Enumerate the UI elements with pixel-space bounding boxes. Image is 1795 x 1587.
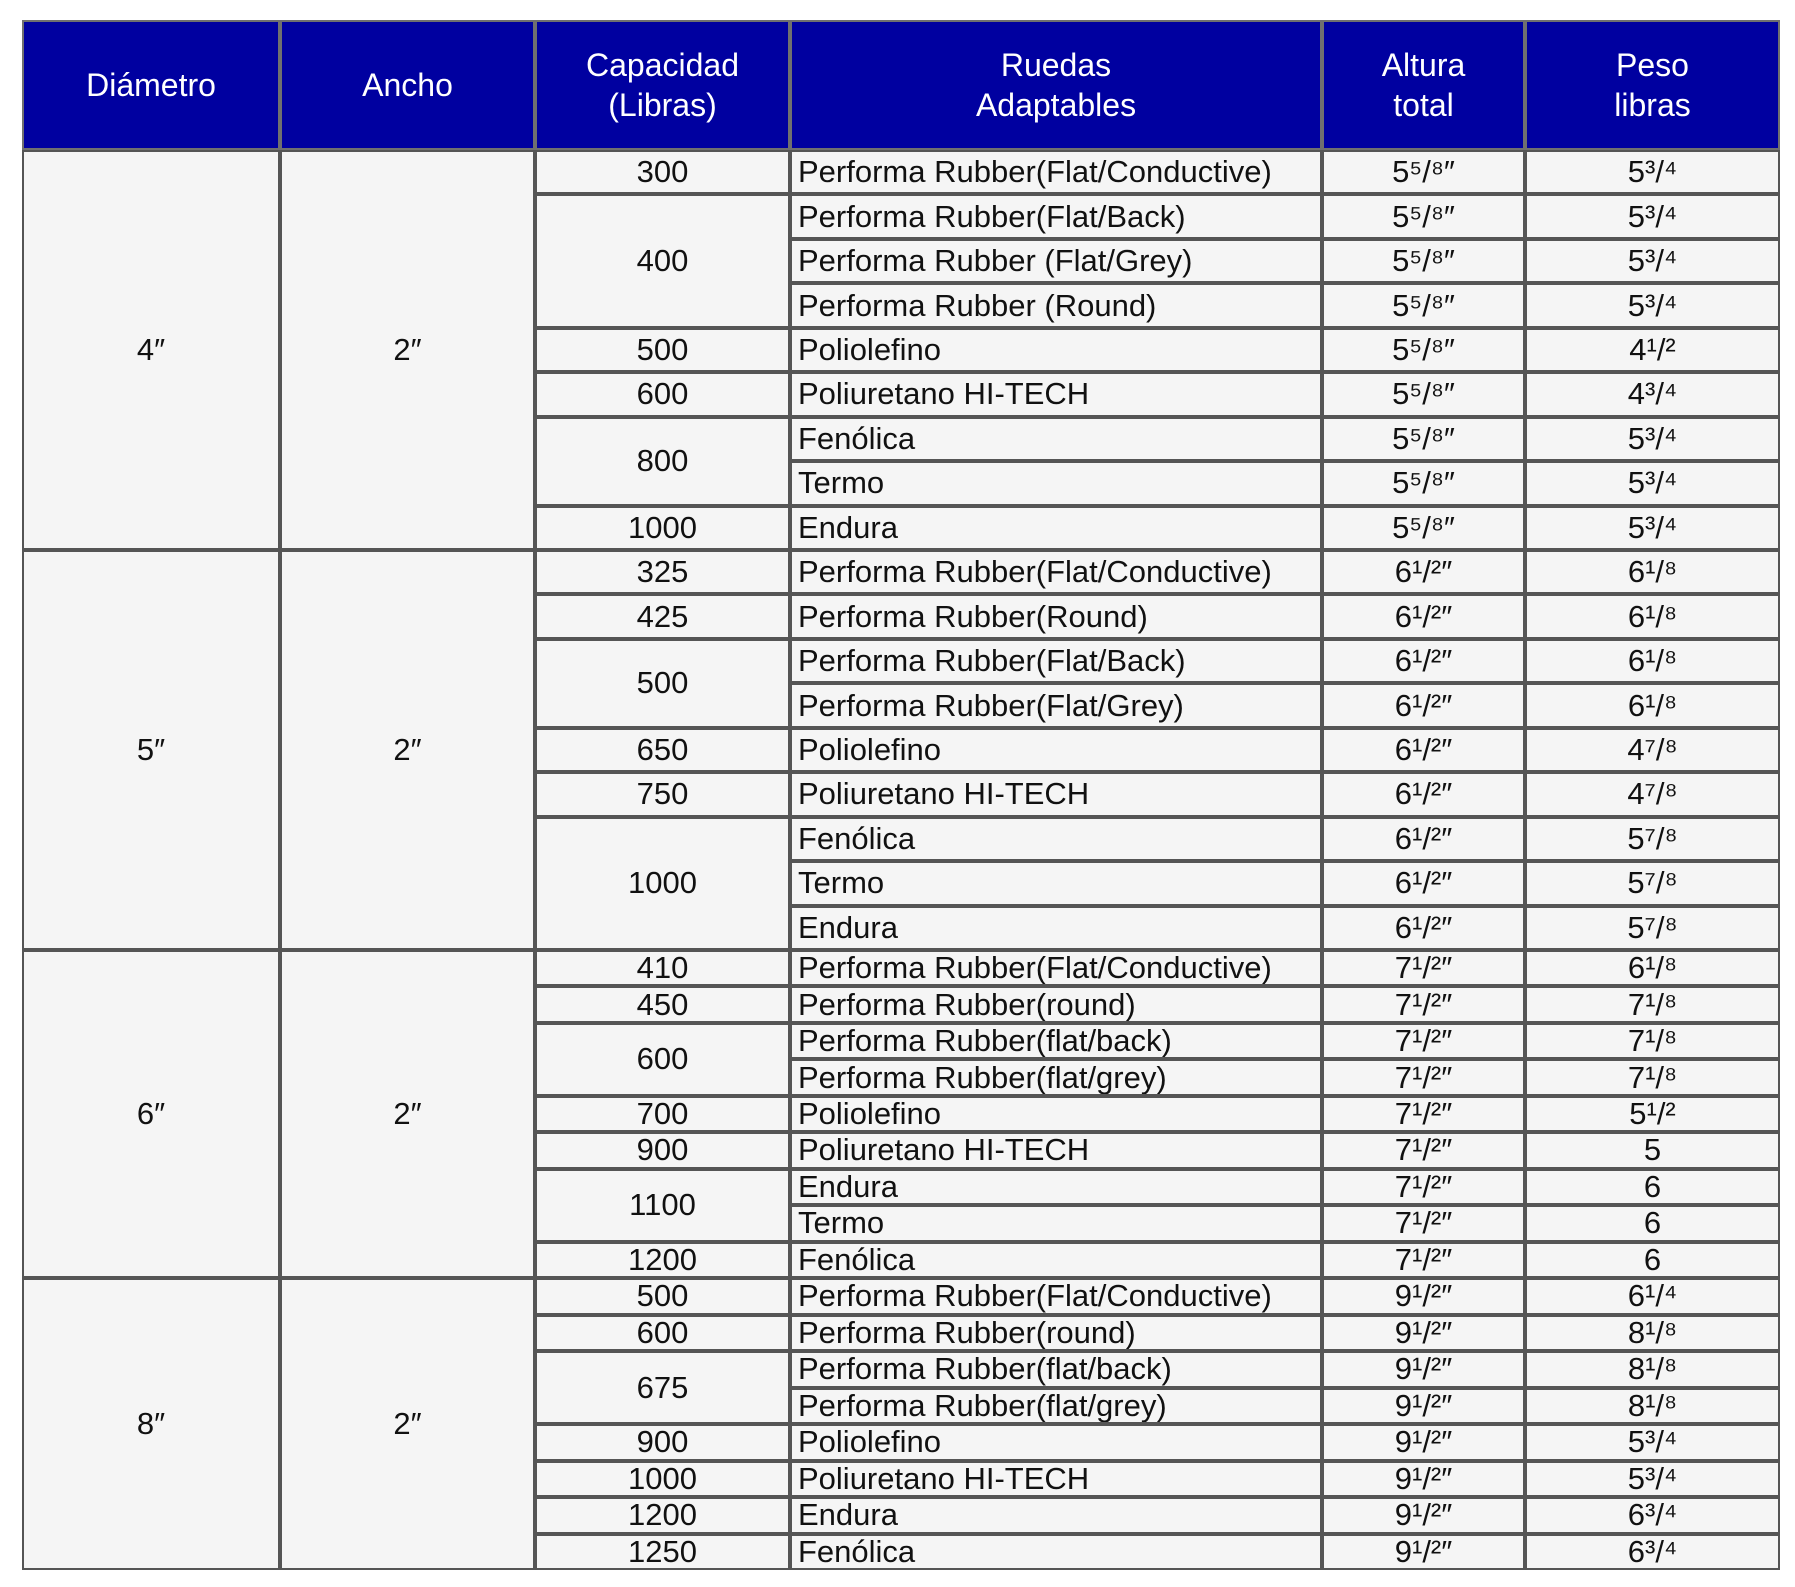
- peso-cell: 8¹/⁸: [1525, 1315, 1780, 1352]
- altura-cell: 7¹/²″: [1322, 986, 1525, 1022]
- peso-cell: 8¹/⁸: [1525, 1351, 1780, 1388]
- peso-cell: 6: [1525, 1205, 1780, 1241]
- peso-cell: 5³/⁴: [1525, 1424, 1780, 1461]
- rueda-cell: Poliolefino: [790, 328, 1322, 372]
- rueda-cell: Poliuretano HI-TECH: [790, 372, 1322, 416]
- altura-cell: 7¹/²″: [1322, 1096, 1525, 1132]
- rueda-cell: Termo: [790, 861, 1322, 905]
- altura-cell: 6¹/²″: [1322, 728, 1525, 772]
- rueda-cell: Performa Rubber(Flat/Back): [790, 194, 1322, 238]
- altura-cell: 9¹/²″: [1322, 1497, 1525, 1534]
- capacidad-cell: 650: [535, 728, 790, 772]
- rueda-cell: Performa Rubber(Flat/Conductive): [790, 150, 1322, 194]
- altura-cell: 6¹/²″: [1322, 861, 1525, 905]
- rueda-cell: Poliuretano HI-TECH: [790, 1461, 1322, 1498]
- capacidad-cell: 450: [535, 986, 790, 1022]
- rueda-cell: Poliuretano HI-TECH: [790, 772, 1322, 816]
- altura-cell: 5⁵/⁸″: [1322, 461, 1525, 505]
- peso-cell: 6¹/⁸: [1525, 594, 1780, 638]
- peso-cell: 5³/⁴: [1525, 461, 1780, 505]
- capacidad-cell: 900: [535, 1424, 790, 1461]
- capacidad-cell: 1000: [535, 506, 790, 550]
- rueda-cell: Fenólica: [790, 417, 1322, 461]
- altura-cell: 6¹/²″: [1322, 817, 1525, 861]
- rueda-cell: Poliolefino: [790, 1424, 1322, 1461]
- capacidad-cell: 1200: [535, 1242, 790, 1278]
- peso-cell: 6³/⁴: [1525, 1534, 1780, 1571]
- peso-cell: 6¹/⁸: [1525, 683, 1780, 727]
- ancho-cell: 2″: [280, 950, 535, 1278]
- peso-cell: 5⁷/⁸: [1525, 906, 1780, 950]
- altura-cell: 7¹/²″: [1322, 950, 1525, 986]
- rueda-cell: Fenólica: [790, 1534, 1322, 1571]
- rueda-cell: Performa Rubber(Flat/Grey): [790, 683, 1322, 727]
- altura-cell: 6¹/²″: [1322, 639, 1525, 683]
- rueda-cell: Fenólica: [790, 817, 1322, 861]
- peso-cell: 7¹/⁸: [1525, 986, 1780, 1022]
- peso-cell: 6: [1525, 1242, 1780, 1278]
- rueda-cell: Performa Rubber(Flat/Conductive): [790, 950, 1322, 986]
- peso-cell: 4¹/²: [1525, 328, 1780, 372]
- capacidad-cell: 500: [535, 639, 790, 728]
- header-ruedas: Ruedas Adaptables: [790, 20, 1322, 150]
- rueda-cell: Performa Rubber(flat/grey): [790, 1059, 1322, 1095]
- capacidad-cell: 800: [535, 417, 790, 506]
- peso-cell: 5³/⁴: [1525, 194, 1780, 238]
- capacidad-cell: 1000: [535, 817, 790, 950]
- altura-cell: 6¹/²″: [1322, 594, 1525, 638]
- peso-cell: 4⁷/⁸: [1525, 728, 1780, 772]
- altura-cell: 7¹/²″: [1322, 1205, 1525, 1241]
- rueda-cell: Poliolefino: [790, 728, 1322, 772]
- header-ancho: Ancho: [280, 20, 535, 150]
- diametro-cell: 4″: [22, 150, 280, 550]
- capacidad-cell: 700: [535, 1096, 790, 1132]
- altura-cell: 5⁵/⁸″: [1322, 506, 1525, 550]
- altura-cell: 9¹/²″: [1322, 1388, 1525, 1425]
- altura-cell: 5⁵/⁸″: [1322, 283, 1525, 327]
- peso-cell: 5³/⁴: [1525, 150, 1780, 194]
- capacidad-cell: 750: [535, 772, 790, 816]
- altura-cell: 7¹/²″: [1322, 1023, 1525, 1059]
- altura-cell: 5⁵/⁸″: [1322, 239, 1525, 283]
- capacidad-cell: 500: [535, 1278, 790, 1315]
- ancho-cell: 2″: [280, 550, 535, 950]
- altura-cell: 9¹/²″: [1322, 1461, 1525, 1498]
- capacidad-cell: 600: [535, 1315, 790, 1352]
- altura-cell: 5⁵/⁸″: [1322, 372, 1525, 416]
- rueda-cell: Termo: [790, 1205, 1322, 1241]
- altura-cell: 5⁵/⁸″: [1322, 194, 1525, 238]
- header-capacidad: Capacidad (Libras): [535, 20, 790, 150]
- ancho-cell: 2″: [280, 150, 535, 550]
- rueda-cell: Endura: [790, 1497, 1322, 1534]
- capacidad-cell: 325: [535, 550, 790, 594]
- peso-cell: 7¹/⁸: [1525, 1023, 1780, 1059]
- capacidad-cell: 300: [535, 150, 790, 194]
- altura-cell: 7¹/²″: [1322, 1132, 1525, 1168]
- rueda-cell: Endura: [790, 1169, 1322, 1205]
- altura-cell: 9¹/²″: [1322, 1351, 1525, 1388]
- rueda-cell: Performa Rubber (Round): [790, 283, 1322, 327]
- peso-cell: 5⁷/⁸: [1525, 817, 1780, 861]
- peso-cell: 6¹/⁸: [1525, 950, 1780, 986]
- peso-cell: 4³/⁴: [1525, 372, 1780, 416]
- peso-cell: 6: [1525, 1169, 1780, 1205]
- peso-cell: 8¹/⁸: [1525, 1388, 1780, 1425]
- altura-cell: 6¹/²″: [1322, 772, 1525, 816]
- rueda-cell: Performa Rubber(flat/back): [790, 1351, 1322, 1388]
- ancho-cell: 2″: [280, 1278, 535, 1570]
- peso-cell: 5³/⁴: [1525, 506, 1780, 550]
- peso-cell: 6¹/⁴: [1525, 1278, 1780, 1315]
- capacidad-cell: 600: [535, 1023, 790, 1096]
- capacidad-cell: 1250: [535, 1534, 790, 1571]
- capacidad-cell: 1100: [535, 1169, 790, 1242]
- rueda-cell: Performa Rubber(Flat/Conductive): [790, 1278, 1322, 1315]
- capacidad-cell: 900: [535, 1132, 790, 1168]
- capacidad-cell: 675: [535, 1351, 790, 1424]
- rueda-cell: Endura: [790, 506, 1322, 550]
- diametro-cell: 5″: [22, 550, 280, 950]
- diametro-cell: 8″: [22, 1278, 280, 1570]
- capacidad-cell: 410: [535, 950, 790, 986]
- rueda-cell: Poliuretano HI-TECH: [790, 1132, 1322, 1168]
- peso-cell: 5: [1525, 1132, 1780, 1168]
- altura-cell: 6¹/²″: [1322, 550, 1525, 594]
- altura-cell: 9¹/²″: [1322, 1534, 1525, 1571]
- rueda-cell: Performa Rubber(round): [790, 986, 1322, 1022]
- rueda-cell: Performa Rubber(round): [790, 1315, 1322, 1352]
- header-diametro: Diámetro: [22, 20, 280, 150]
- altura-cell: 5⁵/⁸″: [1322, 328, 1525, 372]
- rueda-cell: Fenólica: [790, 1242, 1322, 1278]
- altura-cell: 7¹/²″: [1322, 1059, 1525, 1095]
- peso-cell: 5³/⁴: [1525, 1461, 1780, 1498]
- capacidad-cell: 400: [535, 194, 790, 327]
- altura-cell: 9¹/²″: [1322, 1315, 1525, 1352]
- capacidad-cell: 600: [535, 372, 790, 416]
- rueda-cell: Termo: [790, 461, 1322, 505]
- peso-cell: 6³/⁴: [1525, 1497, 1780, 1534]
- rueda-cell: Poliolefino: [790, 1096, 1322, 1132]
- header-altura: Altura total: [1322, 20, 1525, 150]
- rueda-cell: Performa Rubber(flat/grey): [790, 1388, 1322, 1425]
- peso-cell: 5¹/²: [1525, 1096, 1780, 1132]
- capacidad-cell: 1200: [535, 1497, 790, 1534]
- rueda-cell: Performa Rubber(flat/back): [790, 1023, 1322, 1059]
- peso-cell: 5³/⁴: [1525, 283, 1780, 327]
- rueda-cell: Performa Rubber(Flat/Back): [790, 639, 1322, 683]
- diametro-cell: 6″: [22, 950, 280, 1278]
- peso-cell: 6¹/⁸: [1525, 550, 1780, 594]
- capacidad-cell: 500: [535, 328, 790, 372]
- rueda-cell: Endura: [790, 906, 1322, 950]
- peso-cell: 5⁷/⁸: [1525, 861, 1780, 905]
- rueda-cell: Performa Rubber(Round): [790, 594, 1322, 638]
- peso-cell: 5³/⁴: [1525, 417, 1780, 461]
- altura-cell: 5⁵/⁸″: [1322, 150, 1525, 194]
- altura-cell: 7¹/²″: [1322, 1242, 1525, 1278]
- peso-cell: 5³/⁴: [1525, 239, 1780, 283]
- rueda-cell: Performa Rubber (Flat/Grey): [790, 239, 1322, 283]
- altura-cell: 6¹/²″: [1322, 683, 1525, 727]
- capacidad-cell: 425: [535, 594, 790, 638]
- altura-cell: 6¹/²″: [1322, 906, 1525, 950]
- capacidad-cell: 1000: [535, 1461, 790, 1498]
- header-peso: Peso libras: [1525, 20, 1780, 150]
- altura-cell: 9¹/²″: [1322, 1424, 1525, 1461]
- altura-cell: 7¹/²″: [1322, 1169, 1525, 1205]
- altura-cell: 5⁵/⁸″: [1322, 417, 1525, 461]
- rueda-cell: Performa Rubber(Flat/Conductive): [790, 550, 1322, 594]
- altura-cell: 9¹/²″: [1322, 1278, 1525, 1315]
- peso-cell: 7¹/⁸: [1525, 1059, 1780, 1095]
- peso-cell: 6¹/⁸: [1525, 639, 1780, 683]
- peso-cell: 4⁷/⁸: [1525, 772, 1780, 816]
